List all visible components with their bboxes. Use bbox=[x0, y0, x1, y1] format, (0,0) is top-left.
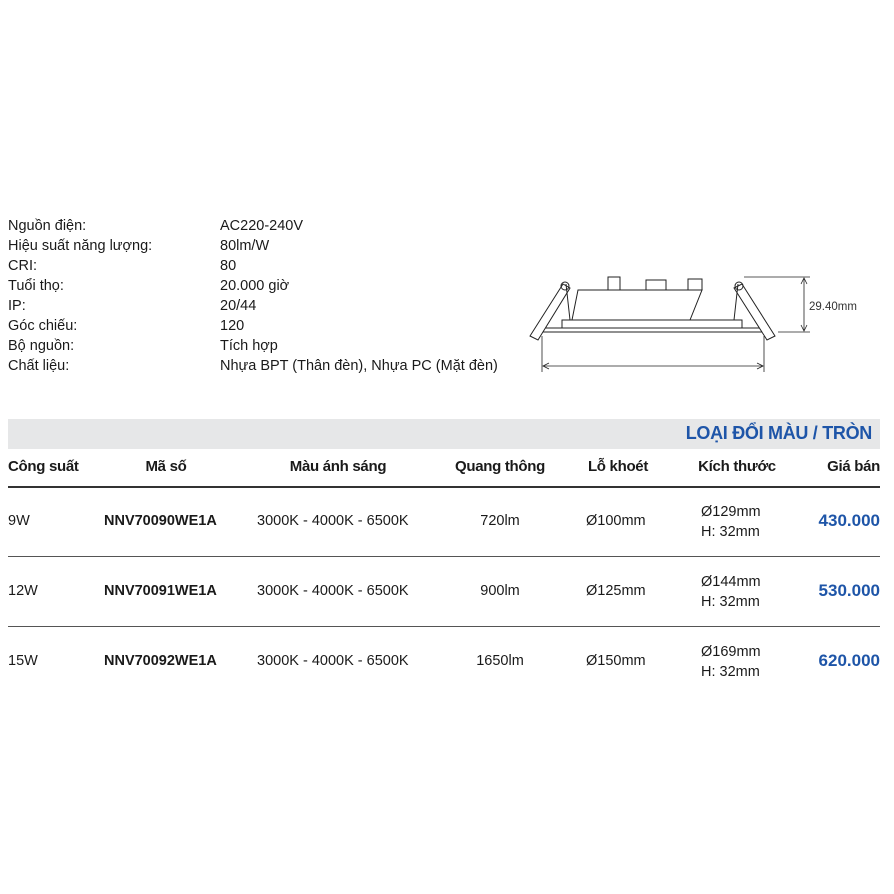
spec-value: Nhựa BPT (Thân đèn), Nhựa PC (Mặt đèn) bbox=[220, 358, 498, 374]
cutout: Ø150mm bbox=[586, 653, 646, 669]
spec-label: CRI: bbox=[8, 258, 37, 274]
size-diameter: Ø144mm bbox=[701, 574, 761, 590]
spec-label: IP: bbox=[8, 298, 26, 314]
header-power: Công suất bbox=[8, 458, 79, 475]
price: 430.000 bbox=[818, 511, 880, 530]
header-divider bbox=[8, 486, 880, 488]
product-code: NNV70091WE1A bbox=[104, 583, 217, 599]
header-light-color: Màu ánh sáng bbox=[289, 458, 387, 475]
size-height: H: 32mm bbox=[701, 524, 760, 540]
spec-label: Hiệu suất năng lượng: bbox=[8, 238, 153, 254]
downlight-side-diagram bbox=[520, 260, 880, 380]
spec-label: Chất liệu: bbox=[8, 358, 70, 374]
light-color: 3000K - 4000K - 6500K bbox=[257, 653, 409, 669]
row-divider bbox=[8, 556, 880, 557]
product-code: NNV70090WE1A bbox=[104, 513, 217, 529]
spec-label: Bộ nguồn: bbox=[8, 338, 75, 354]
header-lumen: Quang thông bbox=[454, 458, 546, 475]
cutout: Ø125mm bbox=[586, 583, 646, 599]
header-size: Kích thước bbox=[698, 458, 776, 475]
spec-label: Nguồn điện: bbox=[8, 218, 87, 234]
header-code: Mã số bbox=[145, 458, 187, 475]
cutout: Ø100mm bbox=[586, 513, 646, 529]
light-color: 3000K - 4000K - 6500K bbox=[257, 583, 409, 599]
price: 620.000 bbox=[818, 651, 880, 670]
lumen: 1650lm bbox=[476, 653, 524, 669]
spec-value: 80 bbox=[220, 258, 237, 274]
spec-label: Góc chiếu: bbox=[8, 318, 78, 334]
light-color: 3000K - 4000K - 6500K bbox=[257, 513, 409, 529]
header-cutout: Lỗ khoét bbox=[587, 458, 649, 475]
lumen: 720lm bbox=[480, 513, 520, 529]
size-height: H: 32mm bbox=[701, 594, 760, 610]
power: 12W bbox=[8, 583, 38, 599]
lumen: 900lm bbox=[480, 583, 520, 599]
spec-value: AC220-240V bbox=[220, 218, 304, 234]
power: 9W bbox=[8, 513, 30, 529]
spec-label: Tuổi thọ: bbox=[8, 278, 64, 294]
spec-value: Tích hợp bbox=[220, 338, 278, 354]
size-diameter: Ø169mm bbox=[701, 644, 761, 660]
size-height: H: 32mm bbox=[701, 664, 760, 680]
height-dimension-label: 29.40mm bbox=[809, 301, 857, 313]
spec-value: 20/44 bbox=[220, 298, 257, 314]
product-code: NNV70092WE1A bbox=[104, 653, 217, 669]
header-price: Giá bán bbox=[827, 458, 880, 475]
size-diameter: Ø129mm bbox=[701, 504, 761, 520]
table-title: LOẠI ĐỔI MÀU / TRÒN bbox=[685, 423, 872, 443]
spec-value: 120 bbox=[220, 318, 245, 334]
table-title-band bbox=[8, 419, 880, 449]
spec-value: 80lm/W bbox=[220, 238, 270, 254]
spec-value: 20.000 giờ bbox=[220, 278, 290, 294]
row-divider bbox=[8, 626, 880, 627]
power: 15W bbox=[8, 653, 38, 669]
price: 530.000 bbox=[818, 581, 880, 600]
